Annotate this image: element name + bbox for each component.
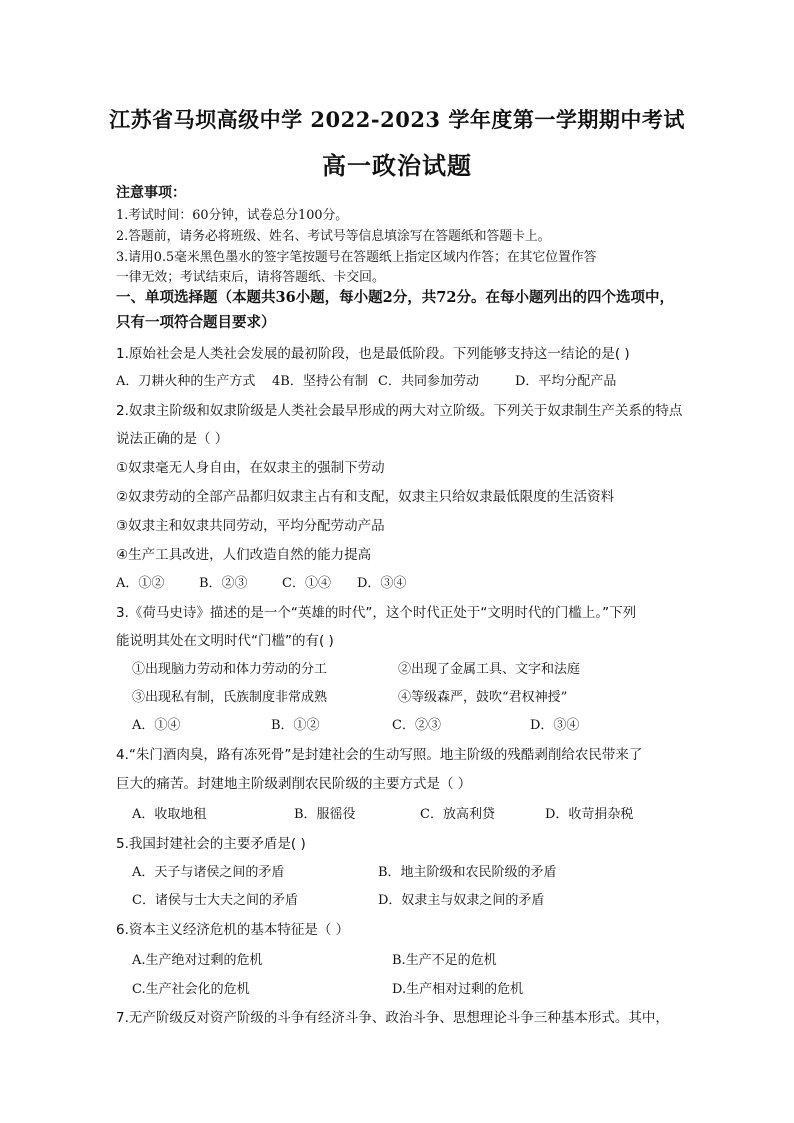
question-1-option-b: 4B．坚持公有制 [272, 374, 368, 389]
question-3-item-1: ①出现脑力劳动和体力劳动的分工 [132, 662, 328, 677]
question-5-options-row-2 [0, 889, 794, 909]
question-5-option-b: B．地主阶级和农民阶级的矛盾 [378, 865, 557, 880]
question-4-options [0, 803, 794, 823]
question-5-option-c: C．诸侯与士大夫之间的矛盾 [132, 893, 298, 908]
question-6-option-b: B.生产不足的危机 [392, 953, 497, 968]
question-2-item-4: ④生产工具改进，人们改造自然的能力提高 [116, 547, 372, 563]
question-6-option-c: C.生产社会化的危机 [132, 982, 250, 997]
note-item-1: 1.考试时间：60分钟，试卷总分100分。 [116, 208, 349, 223]
exam-subtitle: 高一政治试题 [322, 151, 472, 180]
question-4-stem: 4.“朱门酒肉臭，路有冻死骨”是封建社会的生动写照。地主阶级的残酷剥削给农民带来了 [116, 747, 643, 763]
question-5-options-row-1 [0, 861, 794, 881]
question-2-stem: 2.奴隶主阶级和奴隶阶级是人类社会最早形成的两大对立阶级。下列关于奴隶制生产关系的特点 [116, 403, 683, 419]
question-3-stem: 3.《荷马史诗》描述的是一个“英雄的时代”，这个时代正处于“文明时代的门槛上。”下列 [116, 605, 637, 621]
question-2-option-b: B．②③ [199, 576, 248, 591]
question-4-option-c: C．放高利贷 [420, 807, 495, 822]
question-3-option-d: D．③④ [530, 718, 580, 733]
question-6-stem: 6.资本主义经济危机的基本特征是（ ） [116, 922, 350, 938]
question-7-stem: 7.无产阶级反对资产阶级的斗争有经济斗争、政治斗争、思想理论斗争三种基本形式。其中， [116, 1010, 669, 1026]
section-heading: 一、单项选择题（本题共36小题，每小题2分，共72分。在每小题列出的四个选项中， [116, 289, 674, 306]
question-1-option-d: D．平均分配产品 [515, 374, 617, 389]
question-3-option-b: B．①② [271, 718, 320, 733]
question-4-option-b: B．服徭役 [294, 807, 356, 822]
question-5-option-a: A．天子与诸侯之间的矛盾 [132, 865, 285, 880]
question-6-option-d: D.生产相对过剩的危机 [392, 982, 524, 997]
note-item-2: 2.答题前，请务必将班级、姓名、考试号等信息填涂写在答题纸和答题卡上。 [116, 229, 551, 244]
exam-title: 江苏省马坝高级中学 2022-2023 学年度第一学期期中考试 [109, 107, 685, 132]
question-4-option-d: D．收苛捐杂税 [545, 807, 634, 822]
question-6-option-a: A.生产绝对过剩的危机 [132, 953, 263, 968]
question-3-item-2: ②出现了金属工具、文字和法庭 [398, 662, 581, 677]
question-3-stem-continued: 能说明其处在文明时代“门槛”的有( ) [116, 633, 334, 649]
question-3-item-4: ④等级森严，鼓吹“君权神授” [398, 690, 568, 705]
question-4-option-a: A．收取地租 [132, 807, 207, 822]
notes-heading: 注意事项： [116, 185, 186, 201]
question-1-stem: 1.原始社会是人类社会发展的最初阶段，也是最低阶段。下列能够支持这一结论的是( ) [116, 346, 630, 362]
question-3-options [0, 714, 794, 734]
question-3-items-row-2 [0, 686, 794, 706]
question-5-option-d: D．奴隶主与奴隶之间的矛盾 [378, 893, 545, 908]
question-6-options-row-1 [0, 949, 794, 969]
question-1-option-a: A．刀耕火种的生产方式 [116, 374, 256, 389]
question-6-options-row-2 [0, 978, 794, 998]
question-2-stem-continued: 说法正确的是（ ） [116, 431, 229, 447]
question-2-option-d: D．③④ [357, 576, 407, 591]
question-4-stem-continued: 巨大的痛苦。封建地主阶级剥削农民阶级的主要方式是（ ） [116, 776, 472, 792]
question-3-option-c: C．②③ [392, 718, 441, 733]
question-2-item-3: ③奴隶主和奴隶共同劳动，平均分配劳动产品 [116, 518, 385, 534]
question-2-option-a: A．①② [116, 576, 165, 591]
question-3-option-a: A．①④ [132, 718, 181, 733]
question-2-item-1: ①奴隶毫无人身自由，在奴隶主的强制下劳动 [116, 460, 385, 476]
question-3-items-row-1 [0, 658, 794, 678]
question-1-options [0, 370, 794, 390]
section-heading-continued: 只有一项符合题目要求） [116, 314, 276, 331]
question-1-option-c: C．共同参加劳动 [378, 374, 479, 389]
question-2-item-2: ②奴隶劳动的全部产品都归奴隶主占有和支配，奴隶主只给奴隶最低限度的生活资料 [116, 489, 615, 505]
question-3-item-3: ③出现私有制，氏族制度非常成熟 [132, 690, 328, 705]
question-5-stem: 5.我国封建社会的主要矛盾是( ) [116, 836, 306, 852]
note-item-3: 3.请用0.5毫米黑色墨水的签字笔按题号在答题纸上指定区域内作答；在其它位置作答 [116, 250, 597, 265]
question-2-option-c: C．①④ [282, 576, 331, 591]
note-item-3-continued: 一律无效；考试结束后，请将答题纸、卡交回。 [116, 270, 385, 285]
question-2-options [0, 572, 794, 592]
